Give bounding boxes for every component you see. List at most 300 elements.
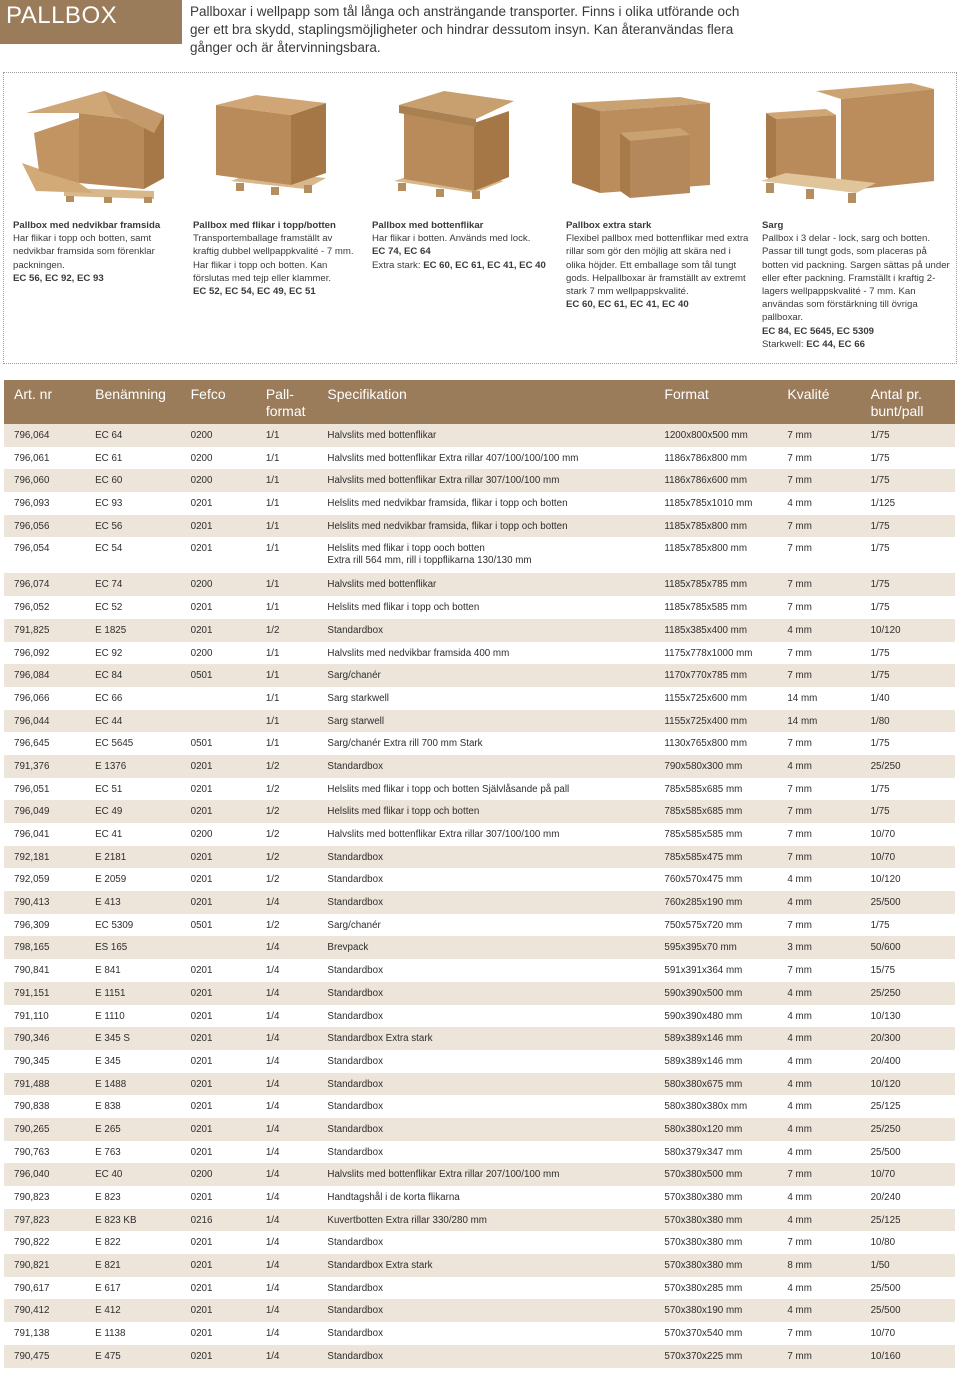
cell-kvalite: 7 mm [787,823,870,846]
cell-antal: 10/130 [871,1005,955,1028]
table-row [4,537,955,573]
cell-pallformat: 1/1 [266,664,328,687]
cell-kvalite: 14 mm [787,687,870,710]
cell-specifikation: Standardbox [327,846,664,869]
cell-antal: 10/70 [871,846,955,869]
cell-art-nr: 790,617 [4,1277,95,1300]
cell-pallformat: 1/4 [266,1186,328,1209]
cell-format: 1130x765x800 mm [664,732,787,755]
cell-art-nr: 791,138 [4,1322,95,1345]
table-row [4,424,955,447]
table-row [4,1095,955,1118]
table-row [4,1005,955,1028]
cell-antal: 1/125 [871,492,955,515]
product-extra-codes-5: EC 44, EC 66 [806,338,865,350]
table-row [4,1186,955,1209]
cell-fefco: 0200 [191,573,266,596]
cell-benamning: EC 44 [95,710,191,733]
cell-pallformat: 1/4 [266,1073,328,1096]
cell-art-nr: 791,825 [4,619,95,642]
cell-specifikation: Kuvertbotten Extra rillar 330/280 mm [327,1209,664,1232]
product-panel [3,72,957,364]
product-desc-2 [193,219,358,298]
col-fefco: Fefco [191,380,266,424]
cell-format: 1185x785x785 mm [664,573,787,596]
cell-pallformat: 1/4 [266,1345,328,1368]
cell-pallformat: 1/2 [266,868,328,891]
cell-specifikation: Halvslits med bottenflikar [327,573,664,596]
cell-art-nr: 797,823 [4,1209,95,1232]
cell-pallformat: 1/4 [266,1231,328,1254]
cell-fefco: 0201 [191,1050,266,1073]
cell-pallformat: 1/1 [266,537,328,573]
cell-antal: 20/400 [871,1050,955,1073]
cell-antal: 1/75 [871,778,955,801]
cell-antal: 1/75 [871,447,955,470]
cell-benamning: EC 40 [95,1163,191,1186]
cell-specifikation: Standardbox [327,755,664,778]
cell-format: 589x389x146 mm [664,1027,787,1050]
cell-pallformat: 1/1 [266,469,328,492]
pallbox-bottom-flaps-image [364,73,554,213]
cell-kvalite: 7 mm [787,1345,870,1368]
cell-pallformat: 1/4 [266,1141,328,1164]
cell-pallformat: 1/2 [266,800,328,823]
cell-fefco: 0201 [191,1118,266,1141]
cell-specifikation: Standardbox Extra stark [327,1254,664,1277]
cell-kvalite: 4 mm [787,755,870,778]
cell-antal: 1/75 [871,537,955,573]
cell-art-nr: 790,822 [4,1231,95,1254]
cell-format: 1155x725x600 mm [664,687,787,710]
cell-art-nr: 790,345 [4,1050,95,1073]
cell-specifikation: Halvslits med bottenflikar [327,424,664,447]
cell-antal: 1/75 [871,573,955,596]
cell-kvalite: 4 mm [787,1209,870,1232]
cell-benamning: E 821 [95,1254,191,1277]
cell-art-nr: 796,044 [4,710,95,733]
product-desc-5 [762,219,954,351]
cell-format: 570x380x285 mm [664,1277,787,1300]
cell-art-nr: 796,074 [4,573,95,596]
cell-benamning: E 2059 [95,868,191,891]
cell-art-nr: 796,064 [4,424,95,447]
cell-specifikation: Standardbox [327,1345,664,1368]
product-body-1: Har flikar i topp och botten, samt nedvikbar framsida som förenklar packningen. [13,233,155,271]
product-desc-4 [566,219,751,311]
cell-kvalite: 7 mm [787,1231,870,1254]
cell-format: 570x380x500 mm [664,1163,787,1186]
col-benamning: Benämning [95,380,191,424]
cell-benamning: EC 41 [95,823,191,846]
cell-pallformat: 1/2 [266,914,328,937]
cell-art-nr: 796,066 [4,687,95,710]
cell-fefco: 0201 [191,868,266,891]
cell-fefco: 0201 [191,596,266,619]
cell-specifikation: Sarg/chanér Extra rill 700 mm Stark [327,732,664,755]
cell-pallformat: 1/4 [266,1277,328,1300]
cell-benamning: EC 5309 [95,914,191,937]
cell-antal: 10/80 [871,1231,955,1254]
cell-format: 750x575x720 mm [664,914,787,937]
cell-pallformat: 1/1 [266,732,328,755]
cell-antal: 1/75 [871,914,955,937]
cell-benamning: E 1110 [95,1005,191,1028]
cell-specifikation: Sarg/chanér [327,664,664,687]
cell-kvalite: 4 mm [787,1050,870,1073]
cell-format: 570x370x225 mm [664,1345,787,1368]
cell-benamning: E 822 [95,1231,191,1254]
cell-benamning: E 412 [95,1299,191,1322]
product-body-5: Pallbox i 3 delar - lock, sarg och botten. Passar till tungt gods, som placeras på botten vid packning. Sargen sättas på under eller efter packning. Framställt i kraftig 2-lagers wellpappskvalité - 7 mm. Kan användas som förstärkning till övriga pallboxar. [762,233,950,324]
cell-fefco: 0201 [191,1299,266,1322]
table-row [4,596,955,619]
cell-format: 1185x785x800 mm [664,515,787,538]
cell-fefco: 0501 [191,914,266,937]
cell-art-nr: 791,488 [4,1073,95,1096]
cell-specifikation: Standardbox [327,1277,664,1300]
cell-pallformat: 1/1 [266,596,328,619]
pallbox-foldable-front-image [4,73,184,213]
cell-benamning: E 1151 [95,982,191,1005]
cell-format: 591x391x364 mm [664,959,787,982]
table-row [4,778,955,801]
cell-antal: 10/70 [871,823,955,846]
table-row [4,936,955,959]
cell-format: 1185x785x585 mm [664,596,787,619]
cell-pallformat: 1/4 [266,1254,328,1277]
cell-fefco: 0201 [191,1186,266,1209]
table-row [4,492,955,515]
cell-kvalite: 4 mm [787,1073,870,1096]
cell-format: 1185x785x1010 mm [664,492,787,515]
cell-kvalite: 7 mm [787,959,870,982]
product-body-2: Transportemballage framställt av kraftig dubbel wellpappkvalité - 7 mm. Har flikar i topp och botten. Kan förslutas med tejp eller klammer. [193,233,354,284]
cell-benamning: EC 93 [95,492,191,515]
cell-art-nr: 796,054 [4,537,95,573]
cell-antal: 1/75 [871,732,955,755]
table-row [4,1299,955,1322]
cell-kvalite: 4 mm [787,1095,870,1118]
cell-art-nr: 790,841 [4,959,95,982]
cell-art-nr: 790,823 [4,1186,95,1209]
cell-specifikation: Standardbox [327,868,664,891]
cell-fefco: 0200 [191,823,266,846]
table-row [4,1073,955,1096]
cell-kvalite: 4 mm [787,891,870,914]
cell-antal: 25/500 [871,891,955,914]
col-kvalite: Kvalité [787,380,870,424]
cell-benamning: EC 52 [95,596,191,619]
cell-fefco: 0200 [191,642,266,665]
col-specifikation: Specifikation [327,380,664,424]
product-desc-1 [13,219,178,285]
cell-kvalite: 4 mm [787,1299,870,1322]
table-row [4,710,955,733]
cell-art-nr: 796,040 [4,1163,95,1186]
col-antal: Antal pr. bunt/pall [871,380,955,424]
cell-benamning: E 265 [95,1118,191,1141]
intro-text: Pallboxar i wellpapp som tål långa och ansträngande transporter. Finns i olika utförande och ger ett bra skydd, staplingsmöjligheter och hindrar dessutom insyn. Kan återanvändas flera gånger och är återvinningsbara. [190,4,740,55]
cell-specifikation: Helslits med nedvikbar framsida, flikar i topp och botten [327,492,664,515]
cell-format: 785x585x685 mm [664,800,787,823]
cell-format: 570x380x190 mm [664,1299,787,1322]
cell-fefco: 0201 [191,1345,266,1368]
table-row [4,1322,955,1345]
cell-benamning: EC 74 [95,573,191,596]
cell-benamning: EC 60 [95,469,191,492]
cell-pallformat: 1/4 [266,1209,328,1232]
cell-pallformat: 1/2 [266,823,328,846]
cell-pallformat: 1/4 [266,1005,328,1028]
cell-specifikation: Helslits med flikar i topp ooch botten Extra rill 564 mm, rill i toppflikarna 130/130 mm [327,537,664,573]
cell-specifikation: Standardbox [327,982,664,1005]
cell-specifikation: Standardbox [327,1231,664,1254]
cell-specifikation: Helslits med flikar i topp och botten [327,596,664,619]
cell-kvalite: 4 mm [787,492,870,515]
cell-benamning: E 763 [95,1141,191,1164]
cell-specifikation: Standardbox [327,891,664,914]
table-row [4,447,955,470]
cell-benamning: EC 54 [95,537,191,573]
table-row [4,1141,955,1164]
cell-art-nr: 796,051 [4,778,95,801]
cell-fefco [191,710,266,733]
product-codes-5: EC 84, EC 5645, EC 5309 [762,325,874,337]
product-heading-3: Pallbox med bottenflikar [372,220,484,231]
cell-format: 570x380x380 mm [664,1186,787,1209]
cell-pallformat: 1/2 [266,619,328,642]
cell-art-nr: 796,092 [4,642,95,665]
cell-kvalite: 7 mm [787,914,870,937]
table-row [4,1163,955,1186]
cell-kvalite: 4 mm [787,1186,870,1209]
cell-specifikation: Sarg/chanér [327,914,664,937]
cell-format: 760x570x475 mm [664,868,787,891]
pallbox-extra-strong-image [560,73,750,213]
cell-art-nr: 796,309 [4,914,95,937]
cell-pallformat: 1/4 [266,1299,328,1322]
product-codes-3: EC 74, EC 64 [372,246,431,258]
cell-kvalite: 7 mm [787,515,870,538]
cell-pallformat: 1/1 [266,447,328,470]
table-row [4,732,955,755]
product-body-4: Flexibel pallbox med bottenflikar med extra rillar som gör den möjlig att skära ned i olika höjder. Ett emballage som tål tungt gods. Helpallboxar är framställt av extremt stark 7 mm wellpappskvalité. [566,233,749,298]
cell-antal: 1/75 [871,469,955,492]
cell-benamning: E 1825 [95,619,191,642]
cell-pallformat: 1/1 [266,573,328,596]
cell-antal: 1/75 [871,664,955,687]
cell-benamning: E 475 [95,1345,191,1368]
cell-kvalite: 4 mm [787,1005,870,1028]
cell-format: 590x390x480 mm [664,1005,787,1028]
cell-specifikation: Standardbox Extra stark [327,1027,664,1050]
cell-fefco: 0201 [191,800,266,823]
cell-specifikation: Halvslits med bottenflikar Extra rillar 207/100/100 mm [327,1163,664,1186]
cell-format: 595x395x70 mm [664,936,787,959]
cell-kvalite: 4 mm [787,1141,870,1164]
cell-pallformat: 1/4 [266,1027,328,1050]
table-row [4,1254,955,1277]
cell-pallformat: 1/4 [266,982,328,1005]
cell-antal: 25/125 [871,1209,955,1232]
cell-art-nr: 796,093 [4,492,95,515]
cell-kvalite: 7 mm [787,732,870,755]
table-row [4,1231,955,1254]
cell-fefco: 0201 [191,891,266,914]
cell-kvalite: 4 mm [787,1027,870,1050]
cell-format: 570x380x380 mm [664,1231,787,1254]
table-row [4,800,955,823]
cell-format: 1200x800x500 mm [664,424,787,447]
cell-pallformat: 1/1 [266,515,328,538]
cell-format: 570x380x380 mm [664,1254,787,1277]
cell-antal: 1/80 [871,710,955,733]
table-header-row [4,380,955,424]
cell-benamning: EC 92 [95,642,191,665]
cell-specifikation: Standardbox [327,1095,664,1118]
table-row [4,891,955,914]
cell-art-nr: 790,346 [4,1027,95,1050]
cell-antal: 50/600 [871,936,955,959]
cell-antal: 25/250 [871,755,955,778]
cell-antal: 10/120 [871,619,955,642]
cell-format: 590x390x500 mm [664,982,787,1005]
cell-specifikation: Standardbox [327,1118,664,1141]
cell-art-nr: 796,052 [4,596,95,619]
cell-fefco: 0216 [191,1209,266,1232]
product-extra-3: Extra stark: EC 60, EC 61, EC 41, EC 40 [372,259,546,271]
cell-specifikation: Helslits med flikar i topp och botten [327,800,664,823]
cell-specifikation: Standardbox [327,1073,664,1096]
product-extra-5: Starkwell: EC 44, EC 66 [762,338,865,350]
cell-art-nr: 796,060 [4,469,95,492]
cell-art-nr: 790,838 [4,1095,95,1118]
cell-format: 760x285x190 mm [664,891,787,914]
cell-antal: 10/70 [871,1322,955,1345]
cell-fefco: 0501 [191,664,266,687]
cell-kvalite: 8 mm [787,1254,870,1277]
cell-specifikation: Standardbox [327,1050,664,1073]
cell-specifikation: Standardbox [327,619,664,642]
cell-antal: 20/300 [871,1027,955,1050]
cell-art-nr: 796,061 [4,447,95,470]
cell-fefco: 0501 [191,732,266,755]
cell-format: 1185x785x800 mm [664,537,787,573]
cell-specifikation: Standardbox [327,1322,664,1345]
cell-format: 785x585x685 mm [664,778,787,801]
cell-art-nr: 796,049 [4,800,95,823]
cell-specifikation: Handtagshål i de korta flikarna [327,1186,664,1209]
cell-kvalite: 7 mm [787,573,870,596]
cell-antal: 10/160 [871,1345,955,1368]
cell-specifikation: Brevpack [327,936,664,959]
cell-pallformat: 1/1 [266,687,328,710]
cell-specifikation: Halvslits med bottenflikar Extra rillar 307/100/100 mm [327,823,664,846]
cell-antal: 1/50 [871,1254,955,1277]
cell-benamning: E 1488 [95,1073,191,1096]
cell-format: 580x380x675 mm [664,1073,787,1096]
cell-benamning: EC 84 [95,664,191,687]
cell-art-nr: 796,645 [4,732,95,755]
table-row [4,868,955,891]
table-row [4,823,955,846]
col-pallformat: Pall- format [266,380,328,424]
page-title: PALLBOX [6,2,118,29]
cell-fefco: 0201 [191,959,266,982]
cell-benamning: EC 51 [95,778,191,801]
cell-kvalite: 7 mm [787,1163,870,1186]
product-heading-1: Pallbox med nedvikbar framsida [13,220,161,231]
cell-specifikation: Sarg starwell [327,710,664,733]
cell-antal: 25/250 [871,982,955,1005]
table-row [4,1118,955,1141]
cell-fefco: 0200 [191,424,266,447]
cell-benamning: E 345 [95,1050,191,1073]
cell-kvalite: 7 mm [787,596,870,619]
pallbox-sarg-image [756,73,956,213]
col-art-nr: Art. nr [4,380,95,424]
product-desc-3 [372,219,557,272]
cell-kvalite: 7 mm [787,447,870,470]
cell-art-nr: 796,084 [4,664,95,687]
cell-antal: 1/40 [871,687,955,710]
cell-antal: 25/500 [871,1141,955,1164]
cell-fefco: 0201 [191,1005,266,1028]
table-row [4,846,955,869]
cell-antal: 25/500 [871,1299,955,1322]
cell-fefco: 0201 [191,1254,266,1277]
cell-antal: 20/240 [871,1186,955,1209]
cell-fefco: 0201 [191,1322,266,1345]
cell-format: 580x379x347 mm [664,1141,787,1164]
cell-art-nr: 790,763 [4,1141,95,1164]
cell-kvalite: 7 mm [787,469,870,492]
cell-specifikation: Helslits med nedvikbar framsida, flikar i topp och botten [327,515,664,538]
cell-fefco: 0201 [191,982,266,1005]
table-row [4,573,955,596]
table-row [4,959,955,982]
cell-benamning: EC 49 [95,800,191,823]
cell-fefco: 0201 [191,1095,266,1118]
cell-fefco: 0201 [191,515,266,538]
cell-format: 1155x725x400 mm [664,710,787,733]
cell-specifikation: Standardbox [327,1005,664,1028]
cell-benamning: E 1138 [95,1322,191,1345]
table-body [4,424,955,1368]
cell-benamning: EC 66 [95,687,191,710]
cell-benamning: E 2181 [95,846,191,869]
cell-kvalite: 4 mm [787,1277,870,1300]
table-row [4,914,955,937]
cell-specifikation: Halvslits med bottenflikar Extra rillar 407/100/100/100 mm [327,447,664,470]
cell-kvalite: 7 mm [787,664,870,687]
cell-format: 1186x786x600 mm [664,469,787,492]
cell-pallformat: 1/4 [266,1163,328,1186]
cell-specifikation: Standardbox [327,1299,664,1322]
table-row [4,664,955,687]
cell-art-nr: 790,413 [4,891,95,914]
cell-fefco: 0200 [191,1163,266,1186]
cell-pallformat: 1/2 [266,846,328,869]
cell-pallformat: 1/4 [266,1322,328,1345]
cell-benamning: E 617 [95,1277,191,1300]
cell-fefco: 0201 [191,1073,266,1096]
table-row [4,619,955,642]
cell-specifikation: Helslits med flikar i topp och botten Självlåsande på pall [327,778,664,801]
cell-benamning: E 1376 [95,755,191,778]
table-row [4,515,955,538]
